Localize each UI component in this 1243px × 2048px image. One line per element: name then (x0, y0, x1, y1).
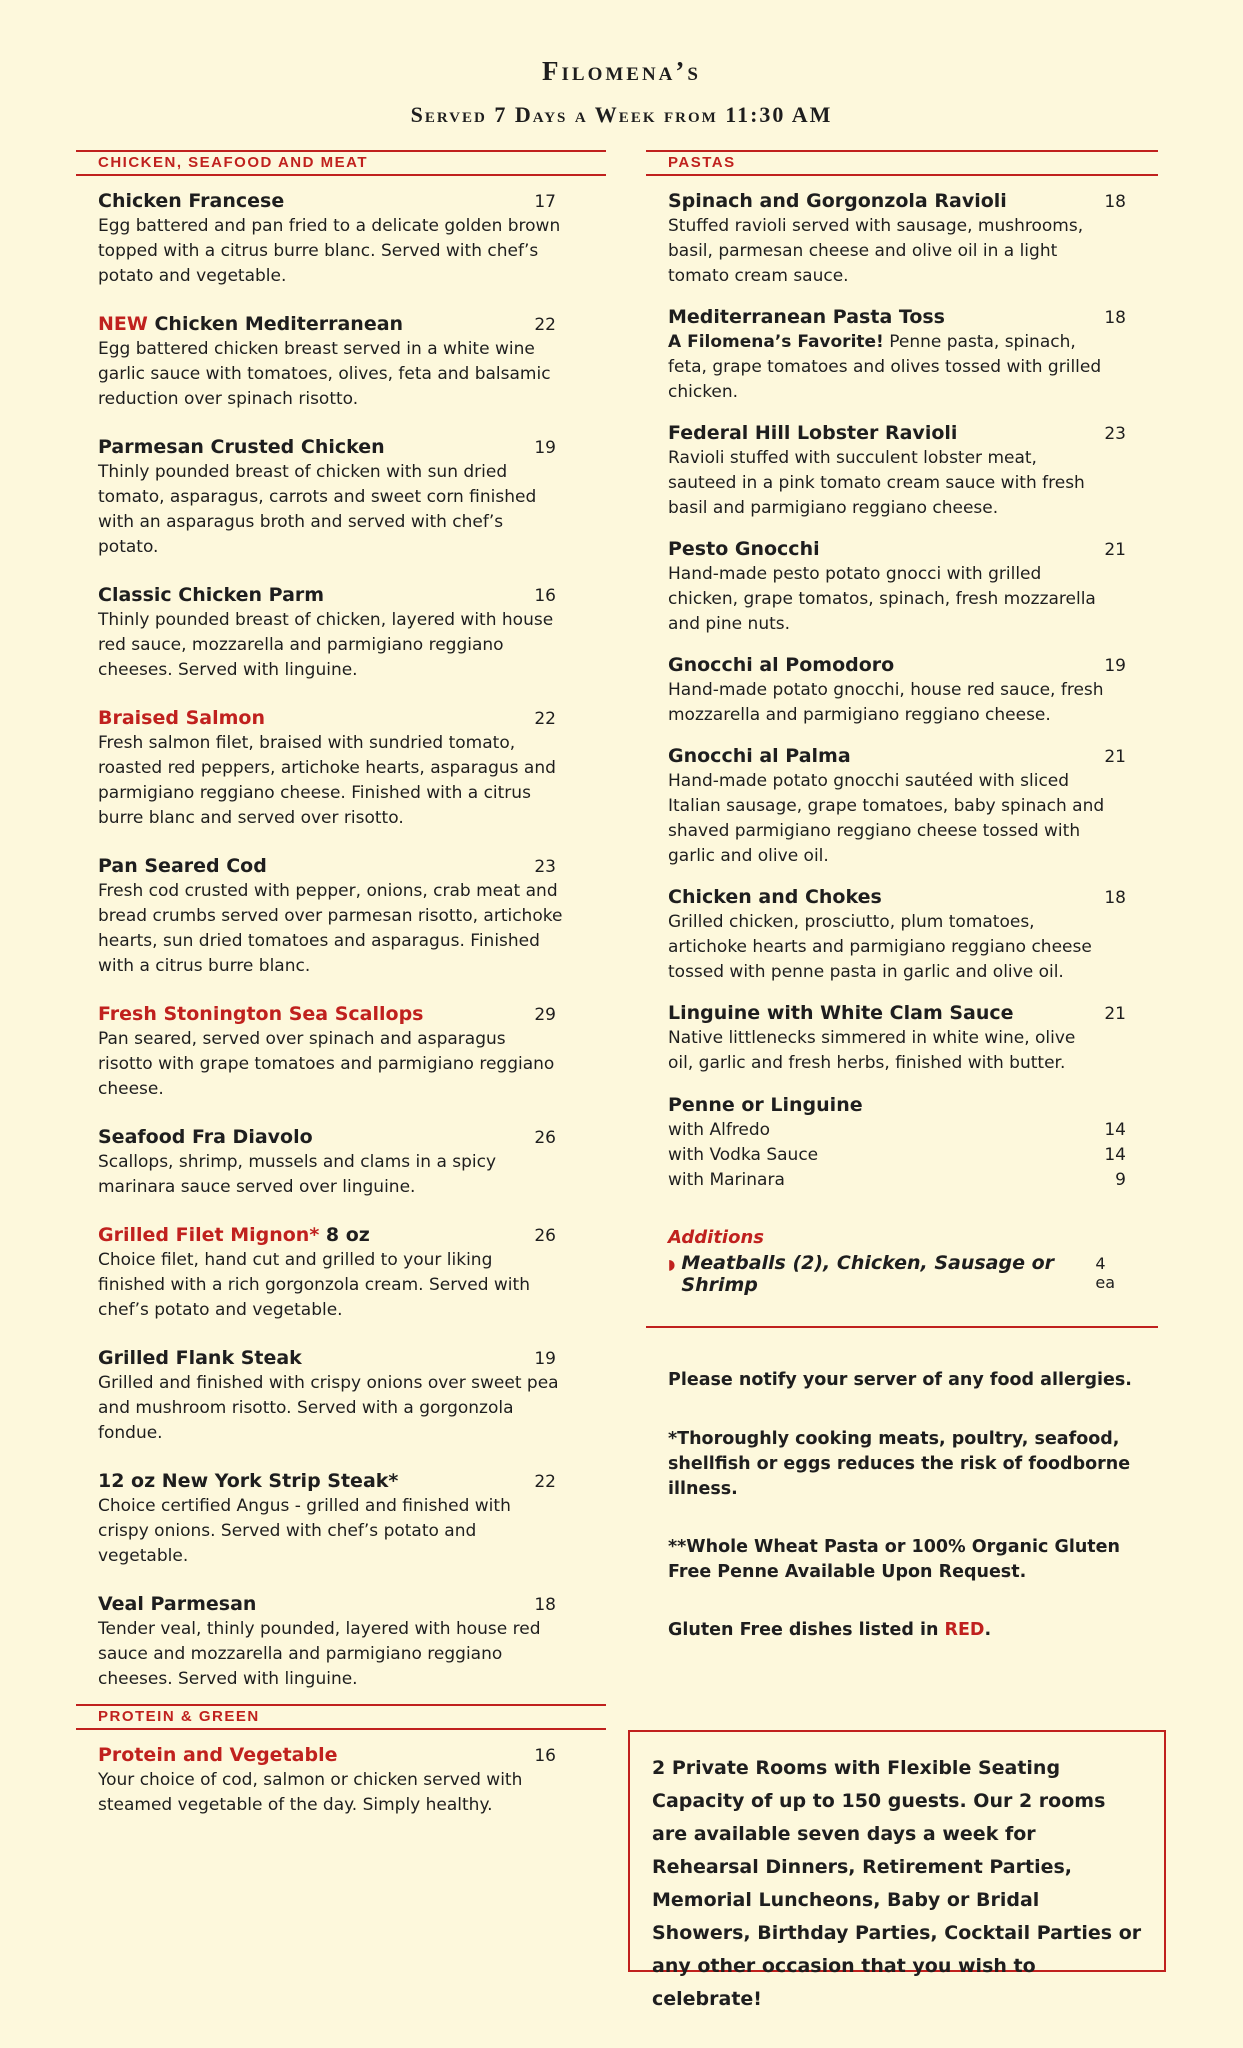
item-description (668, 214, 1126, 289)
item-description (98, 1371, 584, 1446)
item-description-text: Fresh salmon filet, braised with sundried tomato, roasted red peppers, artichoke hearts, asparagus and parmigiano reggiano cheese. Finished with a citrus burre blanc and served over risotto. (98, 733, 556, 828)
menu-item (98, 853, 584, 979)
item-name-text: Fresh Stonington Sea Scallops (98, 1003, 424, 1025)
item-description (668, 562, 1126, 637)
item-name (98, 1591, 584, 1617)
penne-options (668, 1118, 1126, 1193)
item-name-text: Seafood Fra Diavolo (98, 1126, 313, 1148)
menu-item (98, 582, 584, 683)
menu-item (668, 188, 1126, 289)
chicken-seafood-meat-list (76, 188, 606, 1692)
item-price: 22 (534, 1472, 556, 1492)
item-description-text: Choice certified Angus - grilled and finished with crispy onions. Served with chef’s potato and vegetable. (98, 1496, 511, 1566)
item-name-text: Federal Hill Lobster Ravioli (668, 422, 958, 444)
item-description (98, 337, 584, 412)
item-name: Penne or Linguine (668, 1094, 863, 1116)
item-description-text: Tender veal, thinly pounded, layered with house red sauce and mozzarella and parmigiano reggiano cheeses. Served with linguine. (98, 1619, 541, 1689)
menu-item (668, 884, 1126, 985)
item-description (98, 731, 584, 831)
item-description (668, 678, 1126, 728)
item-name-text: Pan Seared Cod (98, 855, 267, 877)
left-column (76, 150, 606, 1818)
item-price: 17 (534, 192, 556, 212)
gluten-free-prefix: Gluten Free dishes listed in (668, 1620, 945, 1640)
item-name-text: Braised Salmon (98, 707, 265, 729)
item-price: 18 (1104, 308, 1126, 328)
item-description (668, 330, 1126, 405)
item-description-text: Thinly pounded breast of chicken, layered with house red sauce, mozzarella and parmigiano reggiano cheeses. Served with linguine. (98, 610, 554, 680)
section-header-chicken-seafood-meat: CHICKEN, SEAFOOD AND MEAT (76, 150, 606, 176)
item-name-text: Linguine with White Clam Sauce (668, 1002, 1014, 1024)
item-name (668, 652, 1126, 678)
additions-price: 4 ea (1095, 1254, 1116, 1292)
item-price: 16 (534, 586, 556, 606)
item-name (98, 434, 584, 460)
section-header-protein-green: PROTEIN & GREEN (76, 1704, 606, 1730)
item-price: 19 (534, 438, 556, 458)
item-name-suffix: 8 oz (319, 1224, 370, 1246)
menu-item (98, 705, 584, 831)
additions-title: Additions (668, 1227, 764, 1248)
option-label: with Marinara (668, 1170, 785, 1190)
item-description (668, 1026, 1126, 1076)
item-name-text: Veal Parmesan (98, 1593, 257, 1615)
menu-item (98, 1742, 584, 1818)
item-description (98, 214, 584, 289)
menu-item (98, 311, 584, 412)
additions-text: Meatballs (2), Chicken, Sausage or Shrimp (681, 1252, 1055, 1296)
item-description-text: Thinly pounded breast of chicken with sun dried tomato, asparagus, carrots and sweet corn finished with an asparagus broth and served with chef’s potato. (98, 462, 537, 557)
item-price: 21 (1104, 1004, 1126, 1024)
item-name (98, 1124, 584, 1150)
item-name (668, 1000, 1126, 1026)
menu-item (668, 652, 1126, 728)
protein-green-list (76, 1742, 606, 1818)
item-description (668, 910, 1126, 985)
item-price: 29 (534, 1005, 556, 1025)
item-description (98, 1150, 584, 1200)
item-description-text: Pan seared, served over spinach and asparagus risotto with grape tomatoes and parmigiano reggiano cheese. (98, 1029, 555, 1099)
item-name-text: Gnocchi al Palma (668, 745, 851, 767)
option-price: 9 (1115, 1170, 1126, 1190)
menu-item (98, 1001, 584, 1102)
item-description-text: Hand-made potato gnocchi, house red sauce, fresh mozzarella and parmigiano reggiano cheese. (668, 680, 1104, 725)
item-description-text: Hand-made potato gnocchi sautéed with sliced Italian sausage, grape tomatoes, baby spinach and shaved parmigiano reggiano cheese tossed with garlic and olive oil. (668, 771, 1105, 866)
item-name (668, 884, 1126, 910)
item-description (98, 1494, 584, 1569)
item-name-text: Grilled Filet Mignon* (98, 1224, 320, 1246)
item-description (668, 446, 1126, 521)
allergy-note: Please notify your server of any food allergies. (668, 1370, 1132, 1390)
item-price: 21 (1104, 747, 1126, 767)
menu-item (98, 188, 584, 289)
item-price: 23 (534, 857, 556, 877)
notes-block (646, 1368, 1158, 1643)
menu-item (98, 434, 584, 560)
item-name (98, 853, 584, 879)
item-name (668, 420, 1126, 446)
item-description (668, 769, 1126, 869)
gluten-free-note (668, 1618, 1158, 1643)
item-price: 21 (1104, 540, 1126, 560)
menu-item (668, 420, 1126, 521)
item-description (98, 1027, 584, 1102)
item-name-text: Pesto Gnocchi (668, 538, 820, 560)
item-description-text: Fresh cod crusted with pepper, onions, crab meat and bread crumbs served over parmesan risotto, artichoke hearts, sun dried tomatoes and asparagus. Finished with a citrus burre blanc. (98, 881, 563, 976)
favorite-label: A Filomena’s Favorite! (668, 332, 884, 352)
menu-item (98, 1124, 584, 1200)
option-price: 14 (1104, 1145, 1126, 1165)
item-name-text: Protein and Vegetable (98, 1744, 338, 1766)
item-description-text: Penne pasta, spinach, feta, grape tomatoes and olives tossed with grilled chicken. (668, 332, 1102, 402)
item-name (98, 705, 584, 731)
menu-item (98, 1222, 584, 1323)
item-description-text: Native littlenecks simmered in white wine, olive oil, garlic and fresh herbs, finished with butter. (668, 1028, 1076, 1073)
item-description-text: Your choice of cod, salmon or chicken served with steamed vegetable of the day. Simply healthy. (98, 1770, 523, 1815)
item-name (668, 188, 1126, 214)
item-name-text: Chicken Mediterranean (154, 313, 404, 335)
item-name-text: Mediterranean Pasta Toss (668, 306, 945, 328)
item-description (98, 879, 584, 979)
item-description-text: Stuffed ravioli served with sausage, mushrooms, basil, parmesan cheese and olive oil in a light tomato cream sauce. (668, 216, 1084, 286)
item-description-text: Egg battered and pan fried to a delicate golden brown topped with a citrus burre blanc. Served with chef’s potato and vegetable. (98, 216, 561, 286)
section-header-pastas: PASTAS (646, 150, 1158, 176)
item-price: 23 (1104, 424, 1126, 444)
item-description (98, 1248, 584, 1323)
item-price: 18 (1104, 192, 1126, 212)
wheat-pasta-note: **Whole Wheat Pasta or 100% Organic Gluten Free Penne Available Upon Request. (668, 1537, 1120, 1582)
item-description (98, 1617, 584, 1692)
item-name (98, 1742, 584, 1768)
private-rooms-box: 2 Private Rooms with Flexible Seating Capacity of up to 150 guests. Our 2 rooms are available seven days a week for Rehearsal Dinners, Retirement Parties, Memorial Luncheons, Baby or Bridal Showers, Birthday Parties, Cocktail Parties or any other occasion that you wish to celebrate! (628, 1730, 1166, 1972)
item-name (668, 743, 1126, 769)
item-name (668, 536, 1126, 562)
penne-option-row (668, 1118, 1126, 1143)
menu-item (98, 1345, 584, 1446)
item-name (98, 311, 584, 337)
item-price: 18 (1104, 888, 1126, 908)
right-column (646, 150, 1158, 1643)
item-name (98, 1468, 584, 1494)
item-name (98, 1222, 584, 1248)
item-name-text: Chicken and Chokes (668, 886, 882, 908)
item-description (98, 460, 584, 560)
item-name (98, 1345, 584, 1371)
item-name-text: Spinach and Gorgonzola Ravioli (668, 190, 1007, 212)
option-price: 14 (1104, 1120, 1126, 1140)
item-price: 19 (534, 1349, 556, 1369)
menu-item (668, 1000, 1126, 1076)
item-description (98, 608, 584, 683)
menu-item (98, 1591, 584, 1692)
item-price: 26 (534, 1128, 556, 1148)
cooking-note: *Thoroughly cooking meats, poultry, seafood, shellfish or eggs reduces the risk of foodborne illness. (668, 1429, 1131, 1499)
menu-item (668, 304, 1126, 405)
item-name-text: Parmesan Crusted Chicken (98, 436, 385, 458)
divider (646, 1326, 1158, 1328)
item-price: 22 (534, 709, 556, 729)
menu-item (668, 536, 1126, 637)
item-price: 19 (1104, 656, 1126, 676)
item-description-text: Scallops, shrimp, mussels and clams in a spicy marinara sauce served over linguine. (98, 1152, 497, 1197)
item-description-text: Choice filet, hand cut and grilled to your liking finished with a rich gorgonzola cream. Served with chef’s potato and vegetable. (98, 1250, 530, 1320)
item-name (668, 304, 1126, 330)
item-name (98, 1001, 584, 1027)
item-description-text: Ravioli stuffed with succulent lobster meat, sauteed in a pink tomato cream sauce with fresh basil and parmigiano reggiano cheese. (668, 448, 1085, 518)
item-description (98, 1768, 584, 1818)
gluten-free-red-word: RED (944, 1620, 985, 1640)
penne-block (646, 1092, 1158, 1296)
item-price: 16 (534, 1746, 556, 1766)
item-description-text: Egg battered chicken breast served in a white wine garlic sauce with tomatoes, olives, feta and balsamic reduction over spinach risotto. (98, 339, 551, 409)
item-description-text: Grilled and finished with crispy onions over sweet pea and mushroom risotto. Served with a gorgonzola fondue. (98, 1373, 559, 1443)
new-tag: NEW (98, 313, 148, 335)
item-price: 18 (534, 1595, 556, 1615)
item-price: 26 (534, 1226, 556, 1246)
additions-row (668, 1252, 1126, 1296)
gluten-free-suffix: . (984, 1620, 992, 1640)
item-name-text: Chicken Francese (98, 190, 285, 212)
item-price: 22 (534, 315, 556, 335)
hours-subtitle: Served 7 Days a Week from 11:30 AM (410, 102, 833, 127)
option-label: with Vodka Sauce (668, 1145, 819, 1165)
item-description-text: Grilled chicken, prosciutto, plum tomatoes, artichoke hearts and parmigiano reggiano cheese tossed with penne pasta in garlic and olive oil. (668, 912, 1092, 982)
item-name (98, 582, 584, 608)
option-label: with Alfredo (668, 1120, 771, 1140)
penne-option-row (668, 1143, 1126, 1168)
menu-item (668, 1092, 1126, 1193)
item-name-text: Classic Chicken Parm (98, 584, 325, 606)
half-circle-bullet-icon: ◗ (668, 1257, 676, 1273)
item-name-text: Gnocchi al Pomodoro (668, 654, 895, 676)
penne-option-row (668, 1168, 1126, 1193)
item-name-text: Grilled Flank Steak (98, 1347, 302, 1369)
item-name (98, 188, 584, 214)
restaurant-title: Filomena’s (542, 56, 701, 86)
pastas-list (646, 188, 1158, 1076)
item-description-text: Hand-made pesto potato gnocci with grilled chicken, grape tomatos, spinach, fresh mozzarella and pine nuts. (668, 564, 1096, 634)
menu-item (98, 1468, 584, 1569)
menu-item (668, 743, 1126, 869)
item-name-text: 12 oz New York Strip Steak* (98, 1470, 399, 1492)
